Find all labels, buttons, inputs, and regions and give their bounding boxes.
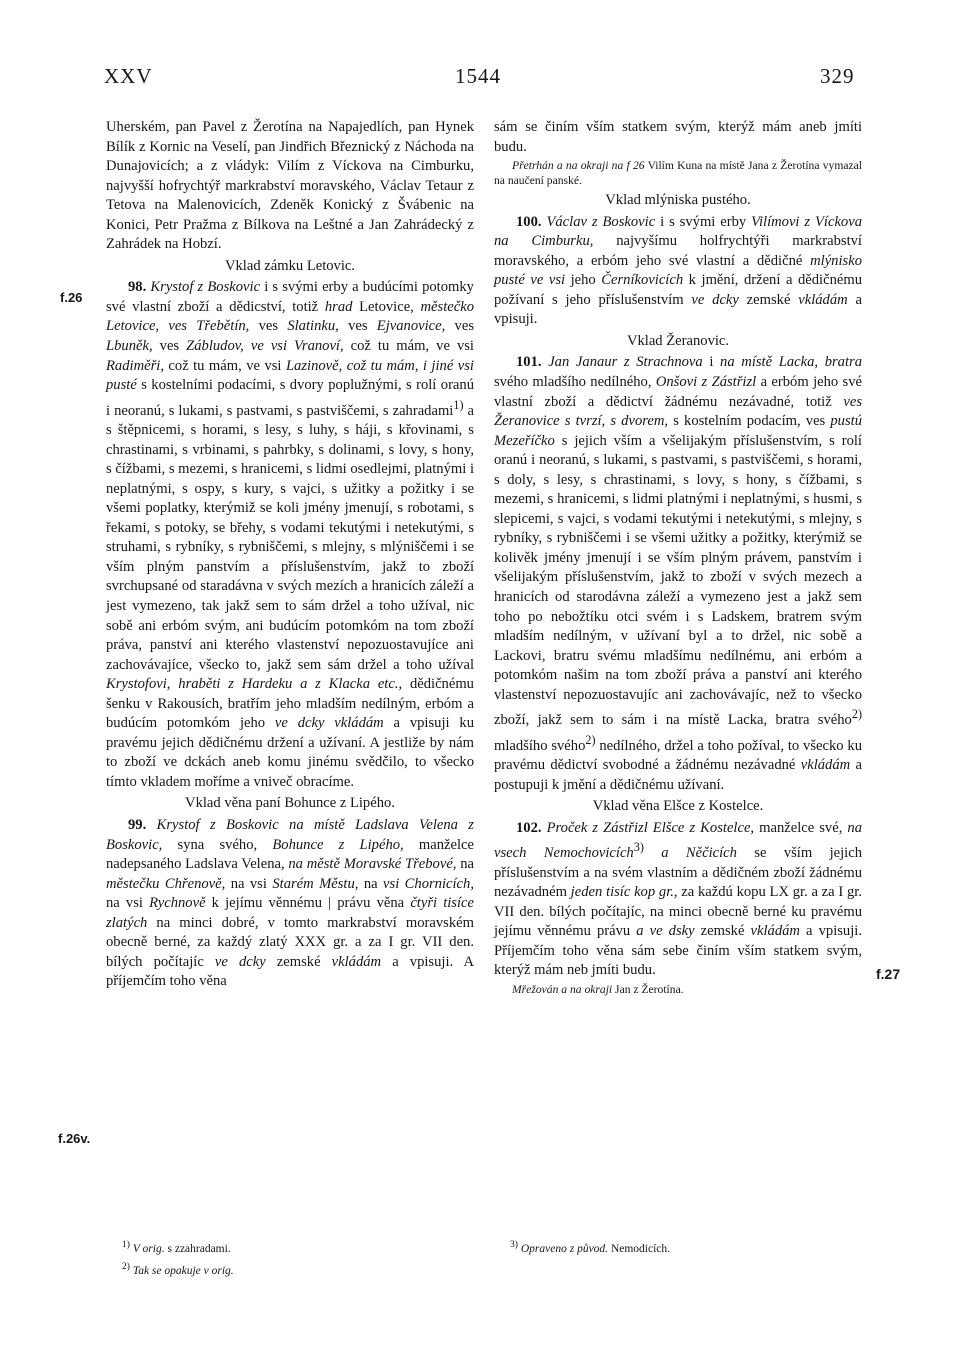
entry-text: ves [152, 338, 187, 355]
entry-text: na vsi [106, 895, 150, 912]
entry-text: mlýnisko pusté ve vsi [494, 252, 862, 289]
footnote-text: Opraveno z původ. [520, 1242, 609, 1255]
entry-text: svého mladšího nedílného, [494, 374, 656, 391]
entry-text: zemské [265, 953, 332, 970]
entry-text: i s svými erby a budúcími potomky své vlastní zboží a dědicství, totiž [106, 279, 474, 315]
margin-folio-f26: f.26 [60, 290, 83, 305]
entry-text: což tu mám, ve vsi [343, 338, 474, 355]
entry-number: 100. [516, 213, 542, 230]
footnote-text: s zzahradami. [164, 1242, 231, 1255]
entry-text: a postupuji k jmění a dědičnému užívaní. [494, 757, 862, 793]
entry-text: s jejich vším a všelijakým příslušenstvím, s rolí oranú i neoranú, s lukami, s pastvami, s pastviščemi, s horami, s doly, s lesy, s chrastinami, s lovy, s hony, s čížbami, s mezemi, s hranicemi, s lidmi platnými i neplatnými, s husmi, s slepicemi, s vajci, s vodami tekutými i netekutými, s mlejny, s rybníky, s rybniščemi i se všemi užitky a požitky, kterýmiž se kolivěk jmény jmenují i se vším plným právem, panstvím i všelijakým příslušenstvím, jakž to zboží v svých mezech a hranicích od starodávna záleží a vymezeno jest a jakž sem toho po nebožtíku otci svém i s Ladskem, bratrem svým mladším nedílným, v užívaní byl a to držel, nic sobě a Lackovi, bratru svému mladšímu nedílnému, ani erbóm a potomkóm našim na tom zboží práva a panství ani kterého vlastenství nepozuostavujíc ani zachovávajíc, než to všecko zboží, jakž sem to sám i na místě Lacka, bratra svého [494, 432, 862, 729]
entry-text: ve dcky vkládám [274, 715, 384, 732]
entry-text: Krystof z Boskovic na místě Ladslava Velena z Boskovic, [106, 817, 474, 853]
entry-text: a erbóm jeho své vlastní zboží a dědictví žádnému nezávadné, totiž [494, 374, 863, 410]
entry-number: 99. [128, 817, 147, 833]
entry-text: Proček z Zástřizl Elšce z Kostelce, [546, 819, 755, 836]
entry-text: na městě Moravské Třebové, [288, 856, 457, 873]
heading-vklad-vena-bohunce: Vklad věna paní Bohunce z Lipého. [185, 795, 395, 812]
note-text: Mřežován a na okraji [512, 983, 613, 996]
editorial-note [494, 158, 862, 188]
entry-text: jeden tisíc kop gr., [570, 884, 678, 901]
entry-text: Jan Janaur z Strachnova [548, 354, 703, 371]
entry-text: Krystof z Boskovic [150, 279, 261, 296]
footnote-text: Tak se opakuje v orig. [132, 1264, 234, 1277]
note-text: Přetrhán a na okraji na f 26 [512, 159, 645, 173]
entry-text: vkládám [798, 291, 848, 308]
entry-number: 102. [516, 819, 542, 836]
entry-text: což tu mám, ve vsi [163, 357, 286, 374]
entry-text: dědičnému šenku v Rakousích, bratřím jeho mladším nedílným, erbóm a budúcím potomkóm jeho [106, 676, 474, 732]
entry-text: k jejímu věnnému | právu věna [205, 895, 411, 912]
entry-text: na vsi [225, 875, 273, 892]
entry-text: Krystofovi, hraběti z Hardeku a z Klacka etc., [106, 676, 403, 693]
entry-text: a s štěpnicemi, s horami, s lesy, s luhy, s háji, s křovinami, s chrastinami, s vrbinami, s pahrbky, s dolinami, s lovy, s hony, s čížbami, s mezemi, s hranicemi, s lidmi osedlejmi, platnými i neplatnými, s ospy, s kury, s vajci, s užitky a požitky i se všemi poplatky, kterýmiž se koli jmény jmenují, s robotami, s řekami, s potoky, se břehy, s vodami tekutými i netekutými, s struhami, s rybníky, s rybniščemi, s mlejny, s mlýniščemi i se vším plným panstvím a příslušenstvím, jakž to zboží svrchupsané od staradávna v svých mezích a hranicích záleží a jest vymezeno, tak jakž sem to sám držel a toho užíval, nic sobě ani erbóm svým, ani budúcím potomkóm na tom zboží práva, panství ani kterého vlastenství nepozuostavujíce ani zachovávajíce, všecko to, jakž sem sám držel a toho užíval [106, 402, 475, 673]
year-heading: 1544 [455, 64, 501, 88]
entry-text: Starém Městu, [272, 875, 359, 892]
entry-text: ves [249, 318, 288, 335]
margin-folio-f26v: f.26v. [58, 1131, 91, 1146]
entry-text: Rychnově [149, 895, 206, 912]
entry-text: Letovice, [352, 298, 421, 315]
editorial-note [494, 982, 862, 997]
entry-text: Vilímovi z Víckova na Cimburku, [494, 213, 862, 250]
entry-text: ves [338, 318, 377, 335]
entry-text: pustú Mezeříčko [494, 413, 862, 449]
heading-vklad-zeranovic: Vklad Žeranovic. [626, 332, 730, 349]
footnote-3 [510, 1236, 670, 1258]
entry-number: 101. [516, 354, 542, 371]
left-column [106, 118, 474, 992]
entry-text: vkládám [331, 953, 382, 970]
entry-text: zemské [738, 291, 799, 308]
entry-text: ve dcky [214, 953, 266, 970]
footnote-ref: 2) [851, 707, 862, 722]
entry-text: ve dcky [691, 291, 739, 308]
entry-text: Bohunce z Lipého, [272, 836, 404, 853]
entry-text: a ve dsky [636, 923, 695, 940]
entry-text: vkládám [800, 757, 851, 774]
entry-99 [106, 816, 474, 992]
entry-text: k jmění, držení a dědičnému požívaní s jeho příslušenstvím [494, 272, 862, 308]
entry-text: zemské [694, 923, 751, 940]
footnote-mark: 3) [510, 1239, 518, 1250]
entry-text: na minci dobré, v tomto markrabství moravském obecně berné, za každý zlatý XXX gr. a za I gr. VII den. bílých počítajíc [106, 914, 474, 970]
entry-text: syna svého, [162, 836, 273, 853]
entry-text: na [358, 875, 384, 892]
entry-text: a Něčicích [643, 845, 737, 862]
footnote-text: Nemodicích. [608, 1242, 671, 1255]
entry-98 [106, 278, 474, 792]
entry-text: i [702, 354, 721, 371]
heading-vklad-zamku-letovic: Vklad zámku Letovic. [224, 257, 356, 274]
entry-text: na místě Lacka, bratra [720, 354, 862, 371]
footnotes-left [122, 1236, 234, 1280]
entry-100 [494, 213, 862, 330]
margin-folio-f27: f.27 [876, 966, 901, 982]
entry-text: manželce nadepsaného Ladslava Velena, [106, 836, 474, 873]
footnote-mark: 2) [122, 1260, 130, 1272]
entry-text: nedílného, držel a toho požíval, to všecko ku pravému dědictví svobodné a žádnému nezávadné [494, 737, 862, 774]
entry-text: vkládám [750, 923, 800, 940]
paragraph-continuation: Uherském, pan Pavel z Žerotína na Napajedlích, pan Hynek Bílík z Kornic na Veselí, pan Jindřich Březnický z Náchoda na Dunajovicích; a z vládyk: Vilím z Víckova na Cimburku, najvyšší hofrychtýř markrabství moravského, Václav Tetaur z Tetova na Malenovicích, Zdeněk Konický z Švábenic na Konici, Petr Pražma z Bílkova na Leštné a Jan Zahrádecký z Zahrádek na Hobzí. [106, 119, 474, 253]
entry-text: mladšího svého [494, 737, 586, 754]
entry-text: Radiměři, [106, 357, 164, 374]
entry-text: Ejvanovice, [376, 318, 446, 335]
entry-text: Lbuněk, [106, 338, 153, 355]
entry-text: Václav z Boskovic [546, 213, 656, 230]
footnote-ref: 2) [585, 732, 596, 747]
entry-text: s kostelními podacími, s dvory poplužnými, s rolí oranú i neoranú, s lukami, s pastvami, s pastviščemi, s zahradami [106, 377, 474, 419]
entry-text: najvyšímu holfrychtýři markrabství moravského, a erbóm jeho své vlastní a dědičné [494, 233, 862, 269]
entry-text: manželce své, [754, 819, 848, 836]
entry-text: jeho [565, 272, 602, 289]
entry-text: ves Žeranovice s tvrzí, s dvorem, [494, 393, 862, 430]
footnotes-right [510, 1236, 670, 1258]
chapter-numeral: XXV [104, 64, 153, 88]
entry-text: Slatinku, [287, 318, 339, 335]
entry-text: ves [445, 318, 474, 335]
page-number: 329 [820, 64, 855, 88]
footnote-mark: 1) [122, 1239, 130, 1250]
entry-text: na vsech Nemochovicích [494, 819, 862, 862]
footnote-ref: 1) [453, 397, 464, 412]
right-column [494, 118, 862, 1000]
entry-text: a vpisuji. Příjemčím toho věna sám sebe činím vším statkem svým, kterýž mám neb jmíti budu. [494, 923, 862, 979]
entry-text: hrad [324, 298, 353, 315]
entry-text: Zábludov, ve vsi Vranoví, [186, 338, 344, 355]
entry-text: městečku Chřenově, [106, 875, 226, 892]
note-text: Vilím Kuna na místě Jana z Žerotína vymazal na naučení panské. [494, 159, 863, 188]
entry-text: městečko Letovice, ves Třebětín, [106, 298, 474, 335]
entry-text: čtyři tisíce zlatých [106, 895, 474, 931]
entry-text: a vpisuji. A příjemčím toho věna [106, 953, 474, 990]
entry-text: s kostelním podacím, ves [668, 413, 831, 430]
entry-text: i s svými erby [655, 213, 752, 230]
paragraph-continuation: sám se činím vším statkem svým, kterýž mám aneb jmíti budu. [494, 119, 862, 155]
footnote-ref: 3) [633, 840, 644, 855]
heading-vklad-mlyniska: Vklad mlýniska pustého. [605, 192, 751, 209]
footnote-1 [122, 1236, 234, 1258]
entry-text: na [456, 856, 474, 873]
entry-text: a vpisuji ku pravému jejich dědičnému držení a užívaní. A jestliže by nám to zboží ve dckách aneb komu jinému svědčilo, to všecko tímto vkladem moříme a vniveč obracíme. [106, 715, 474, 790]
note-text: Jan z Žerotína. [612, 983, 684, 996]
entry-text: Onšovi z Zástřizl [655, 374, 757, 391]
entry-102 [494, 819, 862, 981]
entry-text: vsi Chornicích, [383, 875, 474, 892]
entry-number: 98. [128, 279, 147, 296]
entry-text: Černíkovicích [601, 272, 684, 289]
entry-text: se vším jejich příslušenstvím a na svém vlastním a dědičném zboží žádnému nezávadném [494, 845, 862, 901]
entry-text: Lazinově, což tu mám, i jiné vsi pusté [106, 357, 474, 394]
footnote-text: V orig. [132, 1242, 165, 1255]
heading-vklad-vena-elsce: Vklad věna Elšce z Kostelce. [592, 798, 764, 815]
entry-101 [494, 353, 862, 795]
entry-text: a vpisuji. [494, 291, 862, 328]
footnote-2 [122, 1258, 234, 1280]
entry-text: za každú kopu LX gr. a za I gr. VII den. bílých počítajíc, na minci obecně berné ku pravému jejímu věnnému právu [494, 884, 862, 940]
